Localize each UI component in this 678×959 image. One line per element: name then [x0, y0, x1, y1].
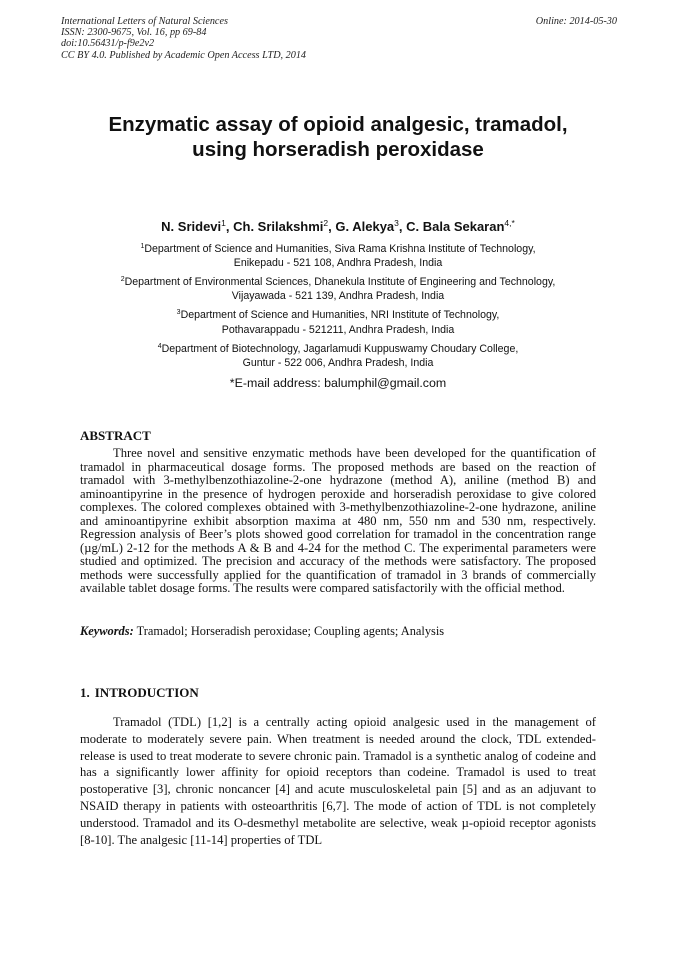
title-line-1: Enzymatic assay of opioid analgesic, tramadol, [108, 113, 568, 136]
abstract-heading: ABSTRACT [80, 428, 151, 443]
abstract-text: Three novel and sensitive enzymatic methods have been developed for the quantification of tramadol in pharmaceutical dosage forms. The proposed methods are based on the reaction of tramadol with 3-methylbenzothiazoline-2-one hydrazone (method A), aniline (method B) and aminoantipyrine in the presence of hydrogen peroxide and horseradish peroxidase to give colored complexes. The colored complexes obtained with 3-methylbenzothiazoline-2-one hydrazone, aniline and aminoantipyrine exhibit absorption maxima at 480 nm, 550 nm and 530 nm, respectively. Regression analysis of Beer’s plots showed good correlation for tramadol in the concentration range (µg/mL) 2-12 for the methods A & B and 4-24 for the method C. The experimental parameters were studied and optimized. The precision and accuracy of the methods were satisfactory. The proposed methods were successfully applied for the quantification of tramadol in 3 brands of commercially available tablet dosage forms. The results were compared satisfactorily with the official method. [80, 446, 596, 595]
license-line: CC BY 4.0. Published by Academic Open Access LTD, 2014 [61, 49, 307, 61]
journal-name: International Letters of Natural Sciences [61, 16, 228, 27]
author-name: N. Sridevi [161, 219, 222, 234]
introduction-text: Tramadol (TDL) [1,2] is a centrally acting opioid analgesic used in the management of moderate to moderately severe pain. When treatment is needed around the clock, TDL extended-release is used to treat moderate to severe chronic pain. Tramadol is a synthetic analog of codeine and has a significantly lower affinity for opioid receptors than codeine. Tramadol is used to treat postoperative [3], chronic noncancer [4] and acute musculoskeletal pain [5] and as an adjuvant to NSAID therapy in patients with osteoarthritis [6,7]. The mode of action of TDL is not completely understood. Tramadol and its O-desmethyl metabolite are selective, weak µ-opioid receptor agonists [8-10]. The analgesic [11-14] properties of TDL [80, 715, 596, 847]
journal-header [61, 16, 617, 61]
affiliation-line: Department of Science and Humanities, Siva Rama Krishna Institute of Technology, [144, 243, 536, 255]
affiliation-line: Enikepadu - 521 108, Andhra Pradesh, India [233, 257, 443, 270]
author-affil-mark: 1 [221, 218, 226, 228]
keywords-line [80, 623, 596, 639]
affiliation [60, 308, 616, 337]
affiliation-line: Pothavarappadu - 521211, Andhra Pradesh, India [221, 323, 455, 336]
section-title: INTRODUCTION [94, 685, 199, 700]
affiliation-mark: 4 [157, 342, 162, 350]
keywords-label: Keywords: [80, 624, 134, 638]
affiliation [60, 342, 616, 371]
author-list: N. Sridevi$^1$, Ch. Srilakshmi$^2$, G. Alekya$^3$, C. Bala Sekaran$^{4,*}$ [161, 218, 515, 234]
author-name: G. Alekya [335, 219, 395, 234]
affiliation [60, 242, 616, 271]
author-name: Ch. Srilakshmi [233, 219, 324, 234]
doi-line: doi:10.56431/p-f9e2v2 [61, 38, 155, 50]
affiliation-line: Department of Environmental Sciences, Dhanekula Institute of Engineering and Technology, [124, 276, 556, 289]
paper-title [60, 112, 616, 162]
affiliation-line: Department of Biotechnology, Jagarlamudi Kuppuswamy Choudary College, [161, 342, 519, 355]
affiliation-mark: 1 [140, 243, 145, 250]
author-name: C. Bala Sekaran [406, 219, 505, 234]
affiliation-line: Vijayawada - 521 139, Andhra Pradesh, India [231, 290, 445, 303]
introduction-heading [80, 685, 199, 701]
affiliation [60, 275, 616, 304]
keywords-text: Tramadol; Horseradish peroxidase; Coupling agents; Analysis [133, 624, 445, 638]
section-number: 1. [80, 685, 90, 700]
corresponding-email: *E-mail address: balumphil@gmail.com [229, 376, 447, 390]
issn-line: ISSN: 2300-9675, Vol. 16, pp 69-84 [61, 27, 207, 39]
affiliation-line: Guntur - 522 006, Andhra Pradesh, India [242, 356, 434, 369]
author-affil-mark: 3 [394, 218, 399, 228]
online-date: Online: 2014-05-30 [535, 16, 617, 27]
affiliation-line: Department of Science and Humanities, NRI Institute of Technology, [180, 309, 500, 322]
affiliation-mark: 2 [120, 276, 125, 284]
affiliation-list [60, 242, 616, 375]
author-affil-mark: 2 [323, 218, 329, 228]
affiliation-mark: 3 [176, 309, 181, 317]
author-affil-mark: 4,* [504, 218, 515, 228]
title-line-2: using horseradish peroxidase [192, 138, 484, 161]
